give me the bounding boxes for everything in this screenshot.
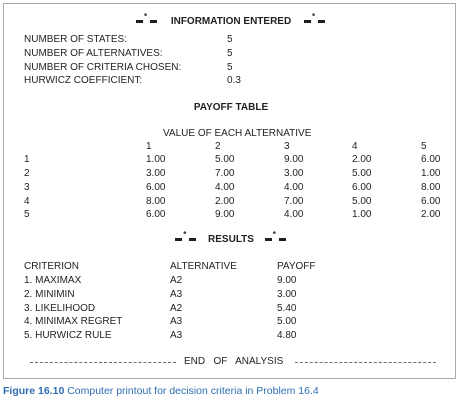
end-of-analysis: END OF ANALYSIS: [184, 356, 284, 367]
payoff-cell: 4.00: [284, 182, 304, 193]
payoff-row-label: 4: [24, 196, 30, 207]
info-value-alternatives: 5: [227, 48, 233, 59]
results-alternative: A3: [170, 330, 183, 341]
end-dashed-rule-right: [295, 362, 436, 363]
info-label-hurwicz: HURWICZ COEFFICIENT:: [24, 75, 143, 86]
heading-ornament-right: *: [304, 17, 326, 25]
results-criterion: 3. LIKELIHOOD: [24, 303, 96, 314]
payoff-col-header: 2: [215, 141, 221, 152]
info-label-criteria: NUMBER OF CRITERIA CHOSEN:: [24, 62, 182, 73]
info-title: INFORMATION ENTERED: [170, 16, 292, 27]
payoff-col-header: 4: [352, 141, 358, 152]
results-payoff: 5.40: [277, 303, 297, 314]
payoff-cell: 7.00: [284, 196, 304, 207]
heading-ornament-left: *: [175, 235, 197, 243]
payoff-row-label: 1: [24, 154, 30, 165]
results-header-alternative: ALTERNATIVE: [170, 261, 237, 272]
results-title: RESULTS: [208, 234, 254, 245]
payoff-cell: 6.00: [146, 209, 166, 220]
results-alternative: A3: [170, 289, 183, 300]
results-heading: [154, 230, 308, 246]
payoff-cell: 1.00: [421, 168, 441, 179]
payoff-cell: 3.00: [146, 168, 166, 179]
payoff-subtitle: VALUE OF EACH ALTERNATIVE: [163, 128, 312, 139]
payoff-row-label: 3: [24, 182, 30, 193]
info-value-hurwicz: 0.3: [227, 75, 241, 86]
results-header-payoff: PAYOFF: [277, 261, 316, 272]
results-alternative: A2: [170, 275, 183, 286]
payoff-cell: 4.00: [215, 182, 235, 193]
figure-caption: [3, 385, 319, 398]
payoff-cell: 6.00: [421, 196, 441, 207]
payoff-cell: 4.00: [284, 209, 304, 220]
payoff-cell: 6.00: [146, 182, 166, 193]
figure-label: Figure 16.10: [3, 385, 65, 397]
payoff-cell: 1.00: [146, 154, 166, 165]
payoff-cell: 7.00: [215, 168, 235, 179]
results-payoff: 5.00: [277, 316, 297, 327]
payoff-cell: 8.00: [421, 182, 441, 193]
results-criterion: 4. MINIMAX REGRET: [24, 316, 123, 327]
results-criterion: 2. MINIMIN: [24, 289, 75, 300]
results-alternative: A2: [170, 303, 183, 314]
results-payoff: 9.00: [277, 275, 297, 286]
payoff-col-header: 5: [421, 141, 427, 152]
payoff-cell: 6.00: [352, 182, 372, 193]
heading-ornament-left: *: [136, 17, 158, 25]
payoff-row-label: 2: [24, 168, 30, 179]
info-value-criteria: 5: [227, 62, 233, 73]
results-criterion: 5. HURWICZ RULE: [24, 330, 112, 341]
payoff-cell: 5.00: [215, 154, 235, 165]
heading-ornament-right: *: [265, 235, 287, 243]
info-value-states: 5: [227, 34, 233, 45]
results-header-criterion: CRITERION: [24, 261, 79, 272]
payoff-title: PAYOFF TABLE: [193, 102, 269, 113]
info-label-states: NUMBER OF STATES:: [24, 34, 127, 45]
printout-panel: [3, 3, 456, 379]
results-alternative: A3: [170, 316, 183, 327]
payoff-row-label: 5: [24, 209, 30, 220]
end-dashed-rule-left: [30, 362, 176, 363]
figure-caption-text: Computer printout for decision criteria in Problem 16.4: [67, 385, 319, 397]
payoff-col-header: 3: [284, 141, 290, 152]
results-criterion: 1. MAXIMAX: [24, 275, 82, 286]
info-label-alternatives: NUMBER OF ALTERNATIVES:: [24, 48, 163, 59]
payoff-cell: 9.00: [284, 154, 304, 165]
payoff-cell: 6.00: [421, 154, 441, 165]
payoff-cell: 8.00: [146, 196, 166, 207]
payoff-cell: 9.00: [215, 209, 235, 220]
payoff-col-header: 1: [146, 141, 152, 152]
results-payoff: 4.80: [277, 330, 297, 341]
results-payoff: 3.00: [277, 289, 297, 300]
payoff-cell: 5.00: [352, 168, 372, 179]
payoff-cell: 5.00: [352, 196, 372, 207]
payoff-cell: 2.00: [421, 209, 441, 220]
payoff-cell: 2.00: [352, 154, 372, 165]
payoff-cell: 3.00: [284, 168, 304, 179]
payoff-cell: 1.00: [352, 209, 372, 220]
payoff-cell: 2.00: [215, 196, 235, 207]
info-heading: [118, 12, 344, 28]
